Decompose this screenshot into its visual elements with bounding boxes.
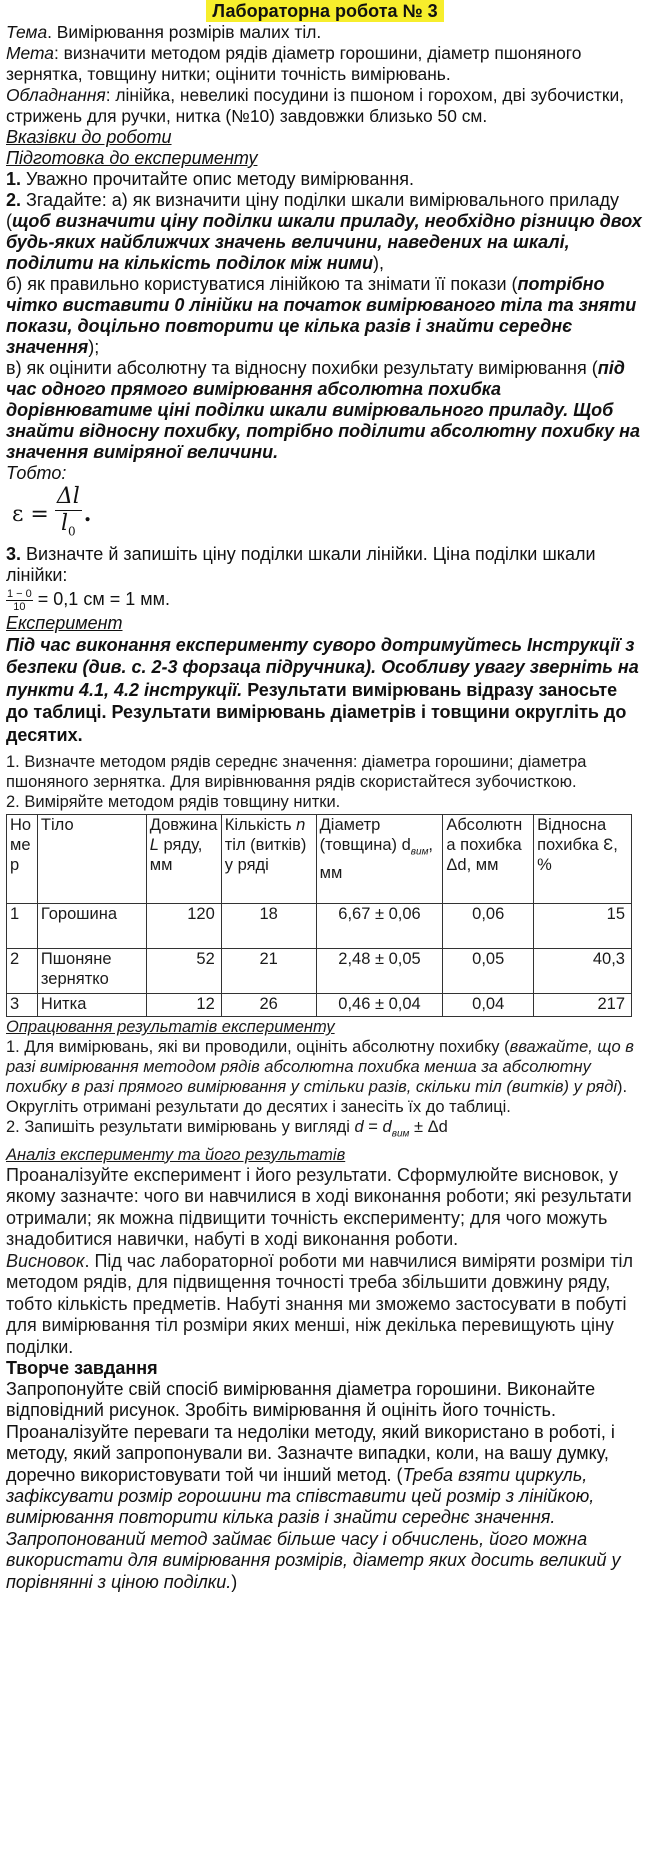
conclusion-label: Висновок bbox=[6, 1250, 85, 1271]
step-2b-text: б) як правильно користуватися лінійкою та знімати її покази ( bbox=[6, 274, 518, 294]
cell-count: 26 bbox=[221, 994, 316, 1017]
step-2b-end: ); bbox=[88, 337, 100, 357]
proc1-hint: вважайте, що в разі вимірювання методом рядів абсолютна похибка менша за абсолютну похибку в разі прямого вимірювання у стільки разів, скільки тіл (витків) у ряді bbox=[6, 1038, 634, 1097]
step-2a-text: Згадайте: а) як визначити ціну поділки шкали вимірювального приладу ( bbox=[6, 190, 620, 231]
step-1 bbox=[6, 169, 644, 190]
creative-text: Запропонуйте свій спосіб вимірювання діаметра горошини. Виконайте відповідний рисунок. Зробіть вимірювання й оцініть його точність. Проаналізуйте переваги та недоліки методу, який використано в роботі, і методу, який запропонували ви. Зазначте випадки, коли, на вашу думку, доречно використовувати той чи інший метод. ( bbox=[6, 1379, 615, 1485]
scale-calc bbox=[6, 586, 644, 613]
cell-length: 52 bbox=[146, 949, 221, 994]
table-header-row bbox=[7, 815, 632, 904]
topic-label: Тема bbox=[6, 22, 48, 42]
proc1-a: 1. Для вимірювань, які ви проводили, оцініть абсолютну похибку ( bbox=[6, 1038, 510, 1057]
step-2c-text: в) як оцінити абсолютну та відносну похибки результату вимірювання ( bbox=[6, 358, 598, 378]
experiment-instructions bbox=[6, 634, 644, 747]
proc1-b: ). Округліть отримані результати до десятих і занесіть їх до таблиці. bbox=[6, 1078, 628, 1117]
step-2a-end: ), bbox=[372, 253, 384, 273]
cell-rel: 40,3 bbox=[534, 949, 632, 994]
header-length-a: Довжина bbox=[149, 816, 218, 835]
conclusion-text: . Під час лабораторної роботи ми навчилися виміряти розміри тіл методом рядів, для підвищення точності треба збільшити довжину ряду, тобто кількість предметів. Набуті знання ми зможемо застосувати в побуті для вимірювання тіл розміри яких менші, ніж декілька перевищують ціну поділки. bbox=[6, 1250, 633, 1357]
cell-length: 12 bbox=[146, 994, 221, 1017]
cell-abs: 0,05 bbox=[443, 949, 534, 994]
header-body: Тіло bbox=[37, 815, 146, 904]
results-table bbox=[6, 814, 632, 1017]
cell-diameter: 0,46 ± 0,04 bbox=[316, 994, 443, 1017]
step-2c bbox=[6, 358, 644, 463]
cell-abs: 0,04 bbox=[443, 994, 534, 1017]
table-row bbox=[7, 904, 632, 949]
cell-count: 21 bbox=[221, 949, 316, 994]
step-1-number: 1. bbox=[6, 169, 22, 189]
cell-count: 18 bbox=[221, 904, 316, 949]
step-2-number: 2. bbox=[6, 190, 22, 210]
formula-fraction bbox=[55, 484, 82, 544]
cell-n: 2 bbox=[7, 949, 38, 994]
processing-heading: Опрацювання результатів експерименту bbox=[6, 1018, 335, 1037]
header-count bbox=[221, 815, 316, 904]
header-length-var: L bbox=[149, 836, 159, 855]
analysis-text: Проаналізуйте експеримент і його результати. Сформулюйте висновок, у якому зазначте: чого ви навчилися в ході виконання роботи; які результати отримали; як можна підвищити точність експерименту; для чого можуть знадобитися навички, набуті в ході виконання роботи. bbox=[6, 1164, 632, 1250]
header-length-b: ряду, мм bbox=[149, 836, 203, 875]
processing-step-1 bbox=[6, 1037, 644, 1117]
proc2-d: d bbox=[354, 1118, 364, 1137]
header-diameter-b: , мм bbox=[319, 836, 434, 882]
creative-task bbox=[6, 1379, 644, 1593]
scale-fraction bbox=[6, 588, 33, 613]
header-rel-error: Відносна похибка Ɛ, % bbox=[534, 815, 632, 904]
preparation-heading: Підготовка до експерименту bbox=[6, 148, 258, 168]
cell-rel: 15 bbox=[534, 904, 632, 949]
step-2a-hint: щоб визначити ціну поділки шкали приладу, необхідно різницю двох будь-яких найближчих значень величини, наведених на шкалі, поділити на кількість поділок між ними bbox=[6, 211, 642, 273]
header-diameter-a: Діаметр (товщина) d bbox=[319, 816, 411, 855]
cell-abs: 0,06 bbox=[443, 904, 534, 949]
creative-hint: Треба взяти циркуль, зафіксувати розмір горошини та співставити цей розмір з лінійкою, вимірювання повторити кілька разів і знайти середнє значення. Запропонований метод займає більше часу і обчислень, його можна використати для вимірювання розмірів, діаметр яких досить великий у порівнянні з ціною поділки. bbox=[6, 1464, 621, 1592]
header-diameter-sub: вим bbox=[410, 846, 429, 858]
equipment-text: : лінійка, невеликі посудини із пшоном і горохом, дві зубочистки, стрижень для ручки, нитка (№10) завдовжки близько 50 см. bbox=[6, 85, 625, 126]
header-count-text: тіл (витків) у ряді bbox=[224, 836, 307, 875]
topic-text: . Вимірювання розмірів малих тіл. bbox=[47, 22, 322, 42]
header-abs-error: Абсолютна похибка Δd, мм bbox=[443, 815, 534, 904]
scale-denominator: 10 bbox=[13, 600, 26, 613]
goal-label: Мета bbox=[6, 43, 54, 63]
scale-result: = 0,1 см = 1 мм. bbox=[32, 589, 170, 609]
title-wrap bbox=[6, 0, 644, 22]
proc2-sub: вим bbox=[391, 1128, 410, 1140]
task-2: 2. Виміряйте методом рядів товщину нитки. bbox=[6, 793, 341, 812]
formula-denominator bbox=[61, 511, 76, 544]
cell-rel: 217 bbox=[534, 994, 632, 1017]
table-row bbox=[7, 949, 632, 994]
header-number: Номер bbox=[7, 815, 38, 904]
goal-text: : визначити методом рядів діаметр горошини, діаметр пшоняного зернятка, товщину нитки; оцінити точність вимірювань. bbox=[6, 43, 582, 84]
formula-numerator: Δl bbox=[56, 483, 80, 509]
conclusion bbox=[6, 1251, 644, 1359]
equipment-label: Обладнання bbox=[6, 85, 106, 105]
tobto-label: Тобто: bbox=[6, 463, 67, 483]
processing-step-2 bbox=[6, 1117, 644, 1144]
cell-n: 3 bbox=[7, 994, 38, 1017]
creative-end: ) bbox=[231, 1571, 238, 1592]
table-row bbox=[7, 994, 632, 1017]
formula-lhs: ε = bbox=[12, 501, 49, 527]
experiment-safety: Під час виконання експерименту суворо дотримуйтесь Інструкції з безпеки (див. с. 2-3 форзаца підручника). Особливу увагу зверніть на пункти 4.1, 4.2 інструкції. bbox=[6, 634, 639, 700]
step-2c-hint: під час одного прямого вимірювання абсолютна похибка дорівнюватиме ціні поділки шкали вимірювального приладу. Щоб знайти відносну похибку, потрібно поділити абсолютну похибку на значення виміряної величини. bbox=[6, 358, 641, 462]
step-3-text: Визначте й запишіть ціну поділки шкали лінійки. Ціна поділки шкали лінійки: bbox=[6, 544, 596, 585]
step-2b bbox=[6, 274, 644, 358]
step-3-number: 3. bbox=[6, 544, 22, 564]
header-diameter bbox=[316, 815, 443, 904]
experiment-results: Результати вимірювань відразу заносьте до таблиці. Результати вимірювань діаметрів і товщини округліть до десятих. bbox=[6, 679, 627, 745]
formula-denominator-var: l bbox=[60, 510, 68, 536]
creative-heading: Творче завдання bbox=[6, 1358, 158, 1379]
proc2-end: ± Δd bbox=[409, 1118, 448, 1137]
proc2-a: 2. Запишіть результати вимірювань у вигляді bbox=[6, 1118, 355, 1137]
cell-diameter: 6,67 ± 0,06 bbox=[316, 904, 443, 949]
step-2b-hint: потрібно чітко виставити 0 лінійки на початок вимірюваного тіла та зняти покази, доцільно повторити це кілька разів і знайти середнє значення bbox=[6, 274, 637, 357]
header-count-a: Кількість bbox=[224, 816, 297, 835]
cell-body: Горошина bbox=[37, 904, 146, 949]
cell-n: 1 bbox=[7, 904, 38, 949]
formula-denominator-sub: 0 bbox=[68, 524, 76, 539]
task-1: 1. Визначте методом рядів середнє значення: діаметра горошини; діаметра пшоняного зернятка. Для вирівнювання рядів скористайтеся зубочисткою. bbox=[6, 753, 587, 792]
scale-numerator: 1 − 0 bbox=[7, 587, 32, 600]
header-count-var: n bbox=[296, 816, 306, 835]
step-1-text: Уважно прочитайте опис методу вимірювання. bbox=[21, 169, 415, 189]
equipment-paragraph bbox=[6, 85, 644, 127]
page-title: Лабораторна робота № 3 bbox=[206, 0, 443, 22]
guidelines-heading: Вказівки до роботи bbox=[6, 127, 172, 147]
proc2-eq: = bbox=[363, 1118, 383, 1137]
relative-error-formula bbox=[6, 484, 644, 544]
formula-end: . bbox=[83, 501, 92, 527]
cell-body: Пшоняне зернятко bbox=[37, 949, 146, 994]
cell-diameter: 2,48 ± 0,05 bbox=[316, 949, 443, 994]
analysis-heading: Аналіз експерименту та його результатів bbox=[6, 1145, 346, 1164]
proc2-dvim: d bbox=[382, 1118, 392, 1137]
step-3 bbox=[6, 544, 644, 586]
cell-length: 120 bbox=[146, 904, 221, 949]
topic-paragraph bbox=[6, 22, 644, 43]
step-2a bbox=[6, 190, 644, 274]
header-length bbox=[146, 815, 221, 904]
experiment-heading: Експеримент bbox=[6, 612, 123, 633]
cell-body: Нитка bbox=[37, 994, 146, 1017]
goal-paragraph bbox=[6, 43, 644, 85]
